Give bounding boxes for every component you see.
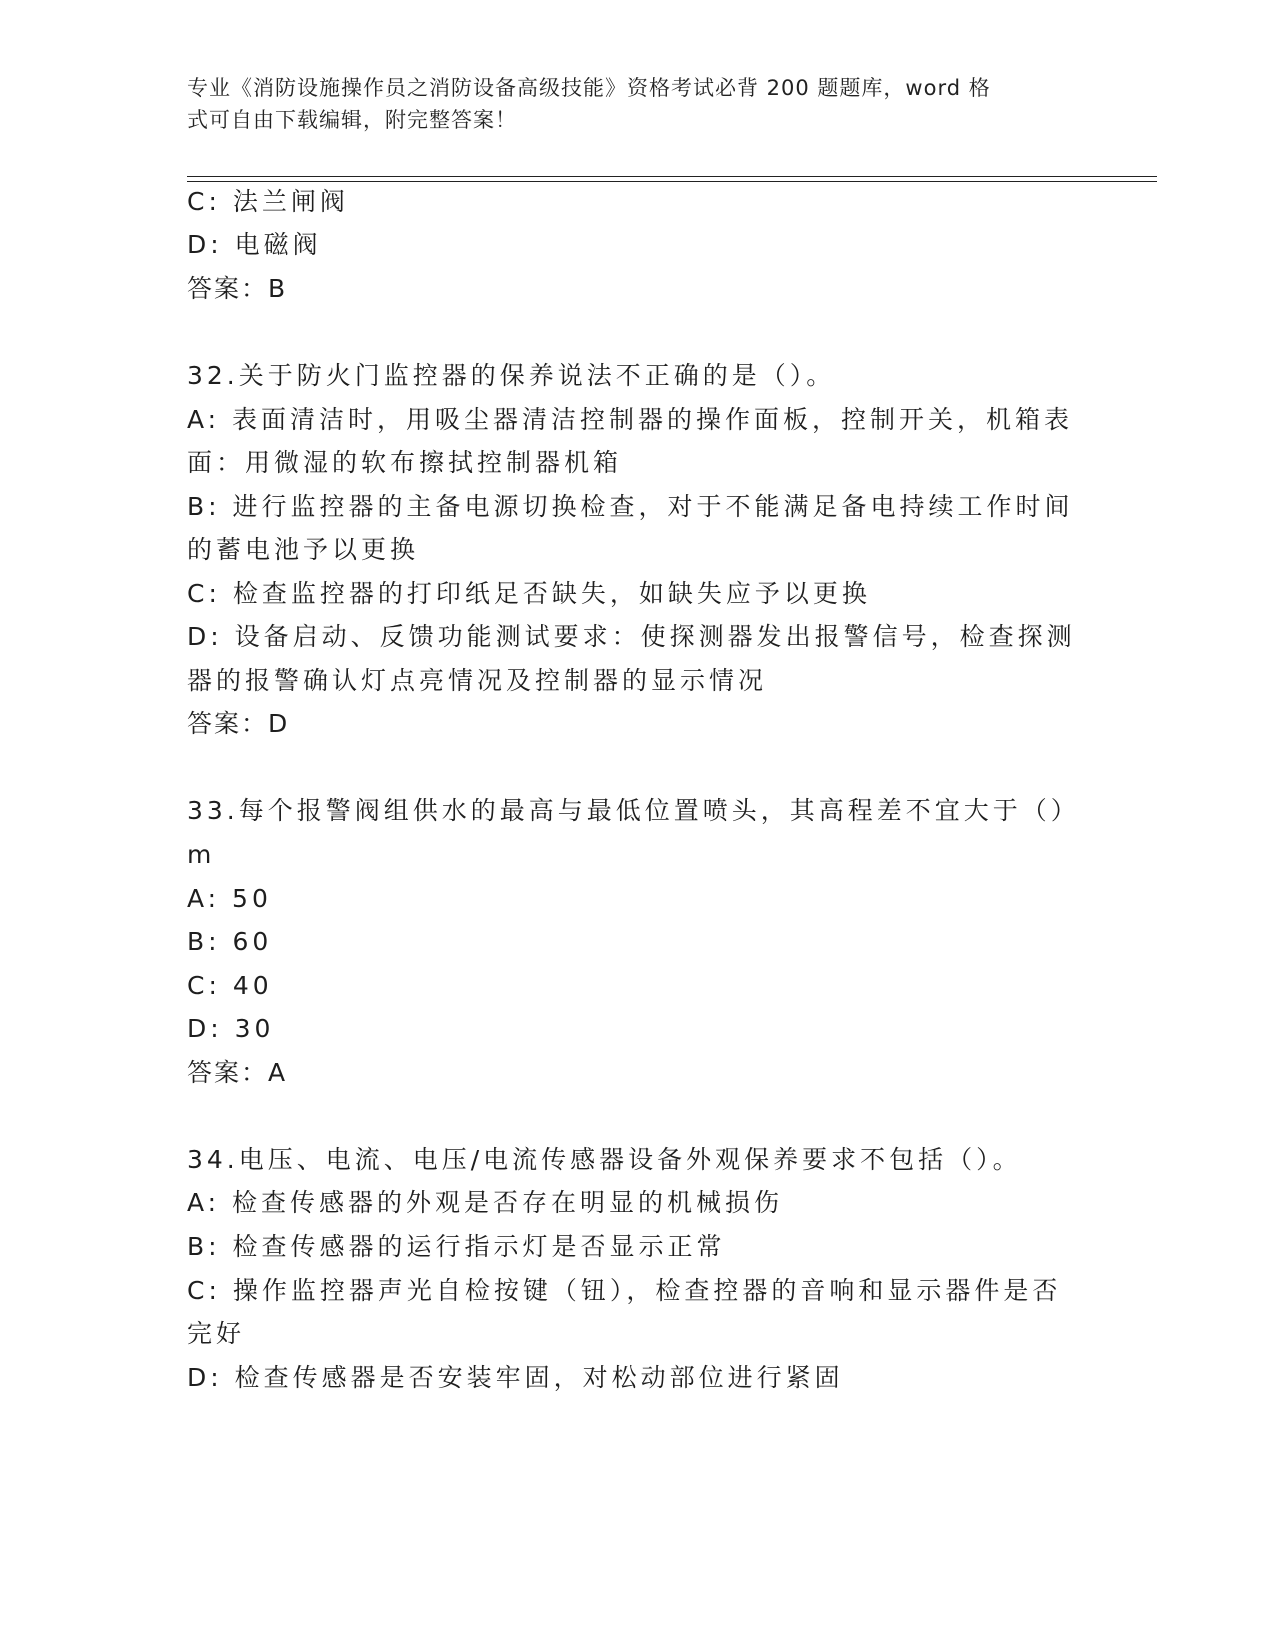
q32-option-b: B: 进行监控器的主备电源切换检查，对于不能满足备电持续工作时间 [187,492,1074,521]
q32-stem: 32.关于防火门监控器的保养说法不正确的是（）。 [187,361,836,390]
q33-option-c: C: 40 [187,971,273,1000]
q33-answer: 答案：A [187,1058,288,1087]
q32-option-a: A: 表面清洁时，用吸尘器清洁控制器的操作面板，控制开关，机箱表 [187,405,1074,434]
q33-stem: 33.每个报警阀组供水的最高与最低位置喷头，其高程差不宜大于（） [187,796,1080,825]
q32-option-d-cont: 器的报警确认灯点亮情况及控制器的显示情况 [187,666,768,695]
q34-option-a: A: 检查传感器的外观是否存在明显的机械损伤 [187,1188,784,1217]
header-divider [187,176,1157,182]
document-header [187,72,1087,136]
q34-option-c-cont: 完好 [187,1319,246,1348]
q34-option-c: C: 操作监控器声光自检按键（钮），检查控器的音响和显示器件是否 [187,1276,1062,1305]
q32-option-b-cont: 的蓄电池予以更换 [187,535,420,564]
q32-option-d: D: 设备启动、反馈功能测试要求：使探测器发出报警信号，检查探测 [187,622,1076,651]
q32-option-a-cont: 面：用微湿的软布擦拭控制器机箱 [187,448,623,477]
q33-option-a: A: 50 [187,884,272,913]
q31-option-d: D: 电磁阀 [187,230,322,259]
q33-stem-cont: m [187,840,216,869]
q31-answer: 答案：B [187,274,288,303]
q32-answer: 答案：D [187,709,290,738]
q33-option-b: B: 60 [187,927,273,956]
q34-option-d: D: 检查传感器是否安装牢固，对松动部位进行紧固 [187,1363,844,1392]
q33-option-d: D: 30 [187,1014,275,1043]
q31-option-c: C: 法兰闸阀 [187,187,349,216]
q34-option-b: B: 检查传感器的运行指示灯是否显示正常 [187,1232,726,1261]
q32-option-c: C: 检查监控器的打印纸足否缺失，如缺失应予以更换 [187,579,871,608]
header-line-1: 专业《消防设施操作员之消防设备高级技能》资格考试必背 200 题题库，word 格 [187,76,991,100]
q34-stem: 34.电压、电流、电压/电流传感器设备外观保养要求不包括（）。 [187,1145,1022,1174]
header-line-2: 式可自由下载编辑，附完整答案！ [187,108,517,132]
